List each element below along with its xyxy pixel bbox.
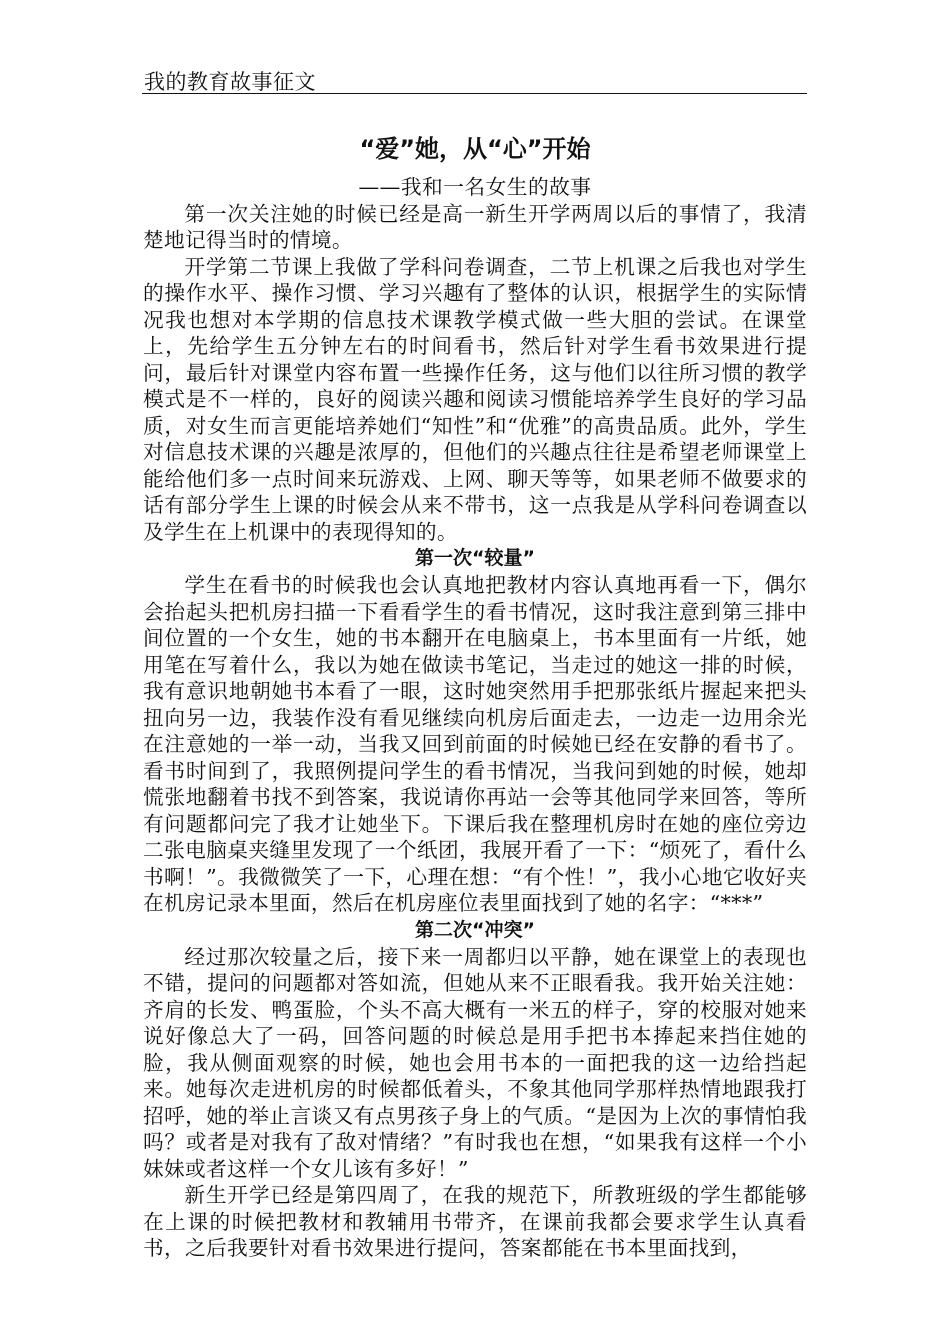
paragraph: 学生在看书的时候我也会认真地把教材内容认真地再看一下，偶尔会抬起头把机房扫描一下看看学生的看书情况，这时我注意到第三排中间位置的一个女生，她的书本翻开在电脑桌上，书本里面有一片纸，她用笔在写着什么，我以为她在做读书笔记，当走过的她这一排的时候，我有意识地朝她书本看了一眼，这时她突然用手把那张纸片握起来把头扭向另一边，我装作没有看见继续向机房后面走去，一边走一边用余光在注意她的一举一动，当我又回到前面的时候她已经在安静的看书了。看书时间到了，我照例提问学生的看书情况，当我问到她的时候，她却慌张地翻着书找不到答案，我说请你再站一会等其他同学来回答，等所有问题都问完了我才让她坐下。下课后我在整理机房时在她的座位旁边二张电脑桌夹缝里发现了一个纸团，我展开看了一下：“烦死了，看什么书啊！”。我微微笑了一下，心理在想：“有个性！”，我小心地它收好夹在机房记录本里面，然后在机房座位表里面找到了她的名字：“***” — [143, 573, 807, 915]
section-heading-1: 第一次“较量” — [415, 547, 535, 569]
paragraph: 新生开学已经是第四周了，在我的规范下，所教班级的学生都能够在上课的时候把教材和教辅用书带齐，在课前我都会要求学生认真看书，之后我要针对看书效果进行提问，答案都能在书本里面找到， — [143, 1183, 807, 1260]
article-subtitle: ——我和一名女生的故事 — [358, 175, 592, 199]
running-header: 我的教育故事征文 — [144, 70, 316, 94]
paragraph: 开学第二节课上我做了学科问卷调查，二节上机课之后我也对学生的操作水平、操作习惯、学习兴趣有了整体的认识，根据学生的实际情况我也想对本学期的信息技术课教学模式做一些大胆的尝试。在课堂上，先给学生五分钟左右的时间看书，然后针对学生看书效果进行提问，最后针对课堂内容布置一些操作任务，这与他们以往所习惯的教学模式是不一样的，良好的阅读兴趣和阅读习惯能培养学生良好的学习品质，对女生而言更能培养她们“知性”和“优雅”的高贵品质。此外，学生对信息技术课的兴趣是浓厚的，但他们的兴趣点往往是希望老师课堂上能给他们多一点时间来玩游戏、上网、聊天等等，如果老师不做要求的话有部分学生上课的时候会从来不带书，这一点我是从学科问卷调查以及学生在上机课中的表现得知的。 — [143, 254, 807, 544]
section-heading-2: 第二次“冲突” — [415, 918, 535, 941]
article-title: “爱”她，从“心”开始 — [359, 135, 591, 163]
paragraph: 第一次关注她的时候已经是高一新生开学两周以后的事情了，我清楚地记得当时的情境。 — [143, 201, 807, 252]
header-rule — [142, 93, 807, 94]
article-body — [143, 134, 807, 1262]
paragraph: 经过那次较量之后，接下来一周都归以平静，她在课堂上的表现也不错，提问的问题都对答如流，但她从来不正眼看我。我开始关注她：齐肩的长发、鸭蛋脸，个头不高大概有一米五的样子，穿的校服对她来说好像总大了一码，回答问题的时候总是用手把书本捧起来挡住她的脸，我从侧面观察的时候，她也会用书本的一面把我的这一边给挡起来。她每次走进机房的时候都低着头，不象其他同学那样热情地跟我打招呼，她的举止言谈又有点男孩子身上的气质。“是因为上次的事情怕我吗？或者是对我有了敌对情绪？”有时我也在想，“如果我有这样一个小妹妹或者这样一个女儿该有多好！” — [143, 944, 807, 1181]
